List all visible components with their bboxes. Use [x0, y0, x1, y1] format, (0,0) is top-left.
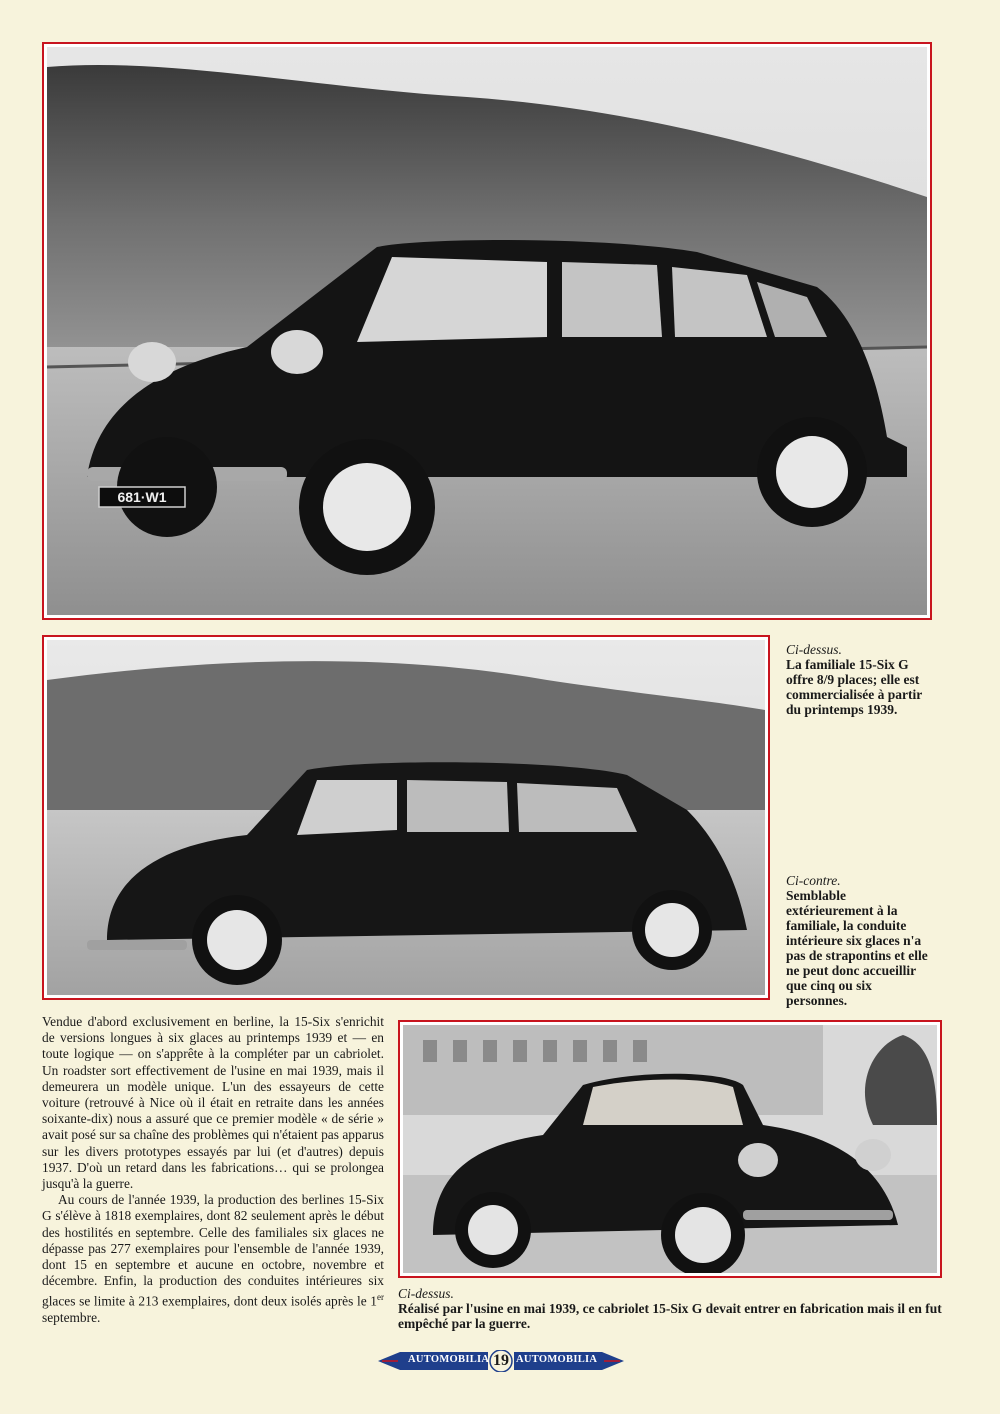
- caption-text: Réalisé par l'usine en mai 1939, ce cabriolet 15-Six G devait entrer en fabrication mais il en fut empêché par la guerre.: [398, 1301, 942, 1331]
- caption-cabriolet: [398, 1286, 946, 1331]
- page-number: 19: [493, 1352, 509, 1369]
- photo-six-glaces-frame: [42, 635, 770, 1000]
- article-body: [42, 1014, 384, 1326]
- license-plate: 681·W1: [117, 489, 167, 505]
- caption-label: Ci-dessus.: [398, 1286, 454, 1301]
- article-paragraph: Vendue d'abord exclusivement en berline, la 15-Six s'enrichit de versions longues à six glaces au printemps 1939 et — en toute logique — on s'apprête à la compléter par un cabriolet. Un roadster sort effectivement de l'usine en mai 1939, mais il demeurera un modèle unique. L'un des essayeurs de cette voiture (retrouvé à Nice où il était en retraite dans les années soixante-dix) nous a assuré que ce premier modèle « de série » avait posé sur sa chaîne des problèmes qui n'étaient pas apparus sur les divers prototypes essayés par lui (et d'autres) depuis 1937. D'où un retard dans les fabrications… qui se prolongea jusqu'à la guerre.: [42, 1014, 384, 1192]
- footer-brand-right: AUTOMOBILIA: [516, 1354, 598, 1365]
- photo-cabriolet-frame: [398, 1020, 942, 1278]
- page-footer: [378, 1350, 624, 1372]
- caption-label: Ci-dessus.: [786, 642, 842, 657]
- article-paragraph: Au cours de l'année 1939, la production des berlines 15-Six G s'élève à 1818 exemplaires, dont 82 seulement après le début des hostilités en septembre. Celle des familiales six glaces ne dépasse pas 277 exemplaires pour l'ensemble de l'année 1939, dont 15 en septembre et aucune en octobre, novembre et décembre. Enfin, la production des conduites intérieures six glaces se limite à 213 exemplaires, dont deux isolés après le 1er septembre.: [42, 1192, 384, 1326]
- caption-text: Semblable extérieurement à la familiale, la conduite intérieure six glaces n'a pas de strapontins et elle ne peut donc accueillir que cinq ou six personnes.: [786, 888, 928, 1008]
- photo-familiale: [47, 47, 927, 615]
- photo-familiale-frame: [42, 42, 932, 620]
- photo-six-glaces: [47, 640, 765, 995]
- caption-text: La familiale 15-Six G offre 8/9 places; elle est commercialisée à partir du printemps 1939.: [786, 657, 922, 717]
- footer-brand-left: AUTOMOBILIA: [408, 1354, 490, 1365]
- photo-cabriolet: [403, 1025, 937, 1273]
- caption-familiale: [786, 642, 936, 717]
- caption-six-glaces: [786, 873, 936, 1008]
- caption-label: Ci-contre.: [786, 873, 841, 888]
